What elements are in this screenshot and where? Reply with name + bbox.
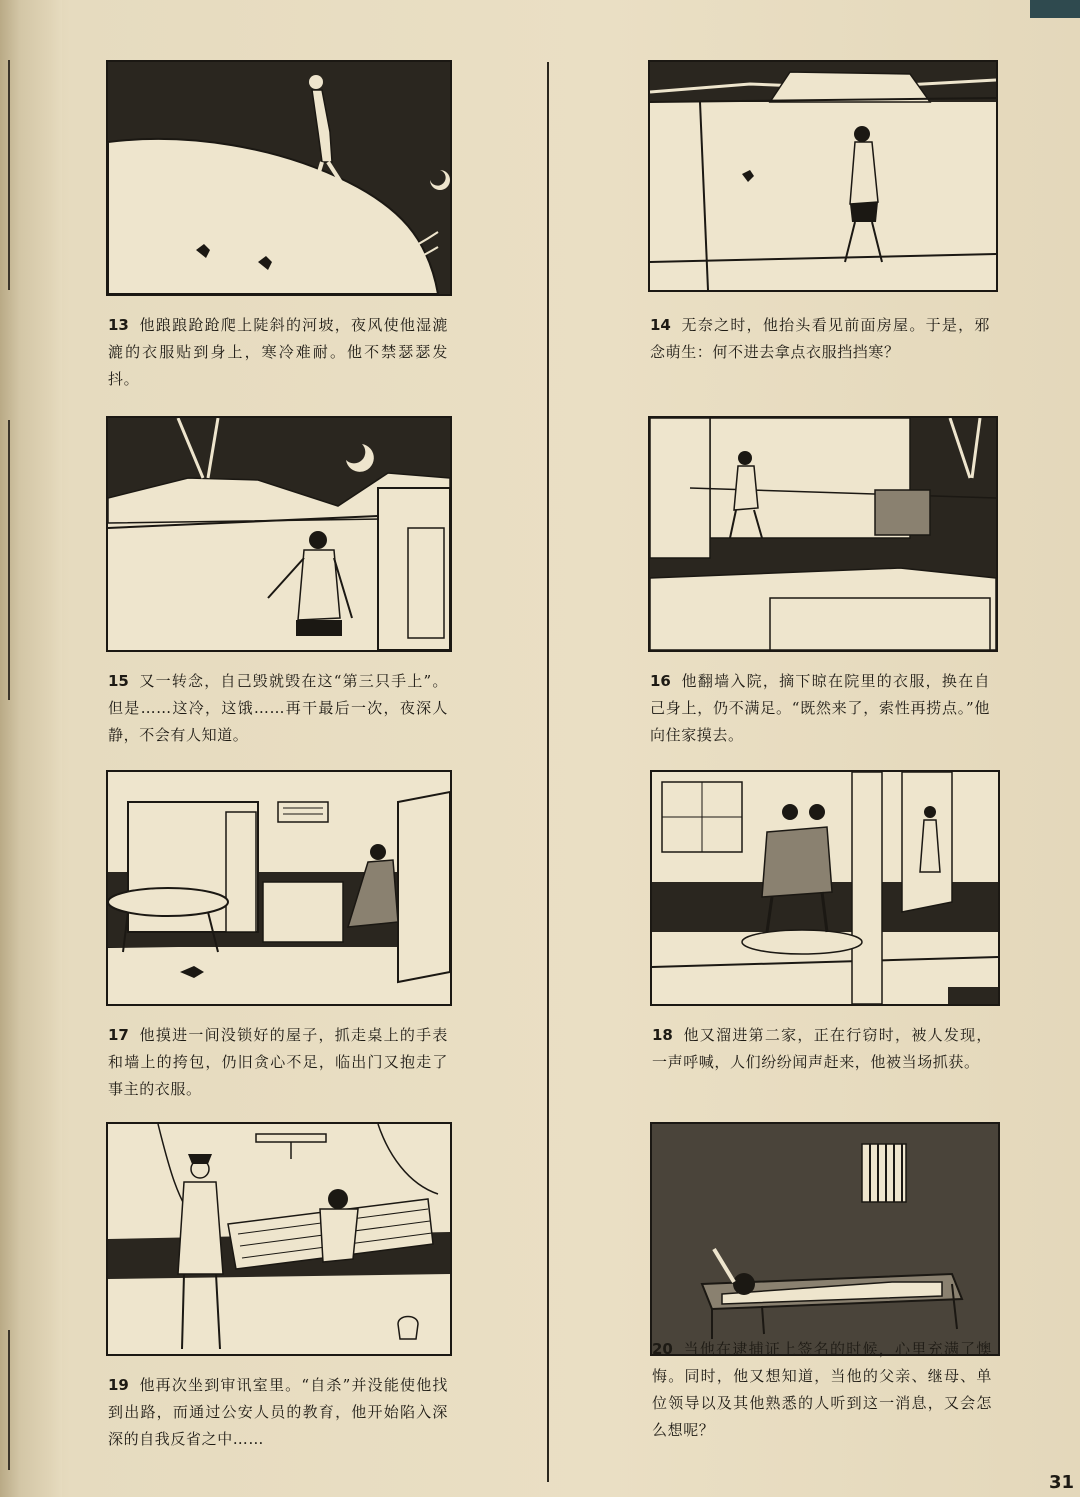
panel-14-caption <box>650 312 990 366</box>
panel-15-text: 又一转念，自己毁就毁在这“第三只手上”。但是……这冷，这饿……再干最后一次，夜深人静，不会有人知道。 <box>108 672 448 744</box>
panel-13-text: 他踉踉跄跄爬上陡斜的河坡，夜风使他湿漉漉的衣服贴到身上，寒冷难耐。他不禁瑟瑟发抖。 <box>108 316 448 388</box>
panel-20-caption <box>652 1336 992 1444</box>
man-hesitating-at-night-icon <box>108 418 450 650</box>
man-caught-by-people-icon <box>652 772 998 1004</box>
panel-13-number: 13 <box>108 316 129 334</box>
panel-18-illustration <box>650 770 1000 1006</box>
panel-20-number: 20 <box>652 1340 673 1358</box>
panel-19-text: 他再次坐到审讯室里。“自杀”并没能使他找到出路，而通过公安人员的教育，他开始陷入深深的自我反省之中…… <box>108 1376 448 1448</box>
panel-20-illustration <box>650 1122 1000 1356</box>
man-taking-laundry-icon <box>650 418 996 650</box>
panel-14-number: 14 <box>650 316 671 334</box>
spine-edge-line <box>8 420 10 700</box>
panel-17-caption <box>108 1022 448 1103</box>
panel-14-text: 无奈之时，他抬头看见前面房屋。于是，邪念萌生：何不进去拿点衣服挡挡寒？ <box>650 316 990 361</box>
panel-13-caption <box>108 312 448 393</box>
panel-14-illustration <box>648 60 998 292</box>
man-stealing-in-room-icon <box>108 772 450 1004</box>
man-looking-at-houses-icon <box>650 62 996 290</box>
panel-19-number: 19 <box>108 1376 129 1394</box>
panel-15-number: 15 <box>108 672 129 690</box>
panel-13-illustration <box>106 60 452 296</box>
panel-19-caption <box>108 1372 448 1453</box>
man-climbing-riverbank-icon <box>108 62 450 294</box>
spine-edge-line <box>8 60 10 290</box>
page-spine <box>0 0 62 1497</box>
panel-20-text: 当他在逮捕证上签名的时候，心里充满了懊悔。同时，他又想知道，当他的父亲、继母、单位领导以及其他熟悉的人听到这一消息，又会怎么想呢？ <box>652 1340 992 1439</box>
cover-edge-strip <box>1030 0 1080 18</box>
panel-17-number: 17 <box>108 1026 129 1044</box>
panel-19-illustration <box>106 1122 452 1356</box>
column-divider <box>547 62 549 1482</box>
panel-18-caption <box>652 1022 992 1076</box>
panel-17-text: 他摸进一间没锁好的屋子，抓走桌上的手表和墙上的挎包，仍旧贪心不足，临出门又抱走了事主的衣服。 <box>108 1026 448 1098</box>
page-number: 31 <box>1048 1472 1074 1493</box>
panel-16-text: 他翻墙入院，摘下晾在院里的衣服，换在自己身上，仍不满足。“既然来了，索性再捞点。”他向住家摸去。 <box>650 672 990 744</box>
interrogation-room-icon <box>108 1124 450 1354</box>
spine-edge-line <box>8 1330 10 1470</box>
panel-16-number: 16 <box>650 672 671 690</box>
panel-15-illustration <box>106 416 452 652</box>
panel-15-caption <box>108 668 448 749</box>
panel-16-caption <box>650 668 990 749</box>
panel-18-number: 18 <box>652 1026 673 1044</box>
panel-17-illustration <box>106 770 452 1006</box>
panel-16-illustration <box>648 416 998 652</box>
man-lying-in-cell-icon <box>652 1124 998 1354</box>
panel-18-text: 他又溜进第二家，正在行窃时，被人发现，一声呼喊，人们纷纷闻声赶来，他被当场抓获。 <box>652 1026 992 1071</box>
